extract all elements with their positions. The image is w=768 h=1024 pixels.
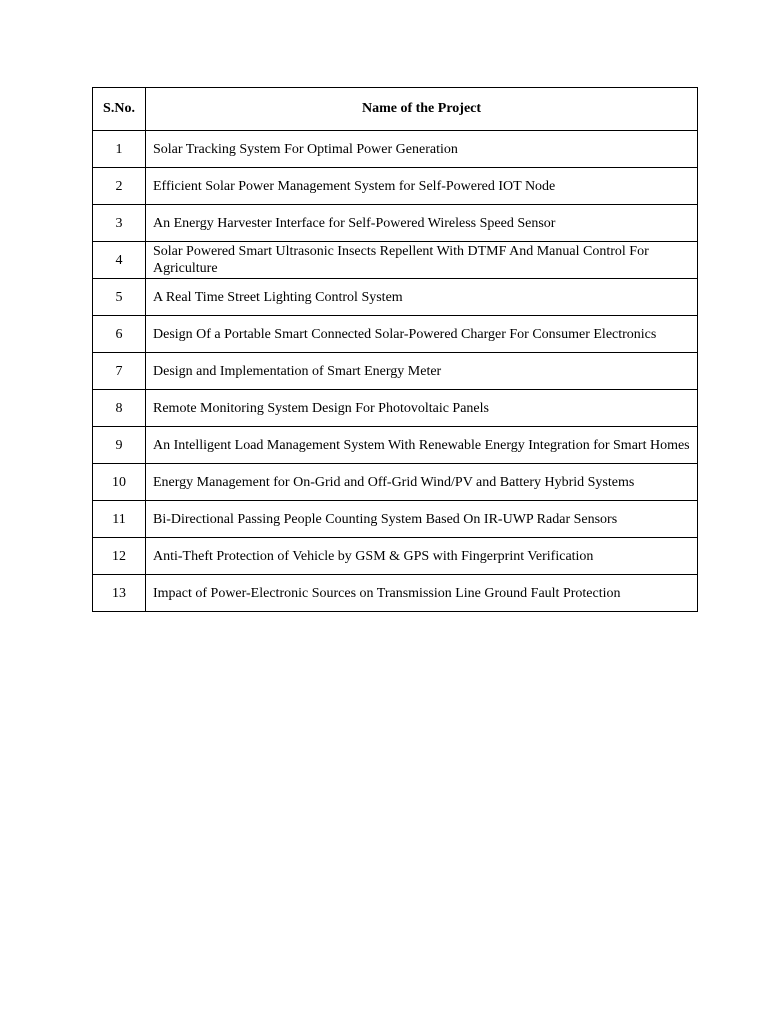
cell-project-name: An Intelligent Load Management System With Renewable Energy Integration for Smart Homes <box>146 427 698 464</box>
cell-sno: 7 <box>93 353 146 390</box>
cell-project-name: Anti-Theft Protection of Vehicle by GSM & GPS with Fingerprint Verification <box>146 538 698 575</box>
table-header-row <box>93 88 698 131</box>
table-row <box>93 501 698 538</box>
table-row <box>93 353 698 390</box>
cell-project-name: Solar Tracking System For Optimal Power Generation <box>146 131 698 168</box>
cell-sno: 10 <box>93 464 146 501</box>
table-row <box>93 390 698 427</box>
header-sno: S.No. <box>93 88 146 131</box>
table-row <box>93 427 698 464</box>
project-table <box>92 87 698 612</box>
table-row <box>93 279 698 316</box>
cell-sno: 4 <box>93 242 146 279</box>
cell-project-name: Solar Powered Smart Ultrasonic Insects Repellent With DTMF And Manual Control For Agriculture <box>146 242 698 279</box>
cell-project-name: Bi-Directional Passing People Counting System Based On IR-UWP Radar Sensors <box>146 501 698 538</box>
header-project-name: Name of the Project <box>146 88 698 131</box>
cell-project-name: Remote Monitoring System Design For Photovoltaic Panels <box>146 390 698 427</box>
table-body <box>93 131 698 612</box>
cell-project-name: Impact of Power-Electronic Sources on Transmission Line Ground Fault Protection <box>146 575 698 612</box>
cell-sno: 6 <box>93 316 146 353</box>
cell-sno: 8 <box>93 390 146 427</box>
cell-project-name: Energy Management for On-Grid and Off-Grid Wind/PV and Battery Hybrid Systems <box>146 464 698 501</box>
cell-sno: 1 <box>93 131 146 168</box>
table-row <box>93 205 698 242</box>
table-row <box>93 464 698 501</box>
cell-sno: 11 <box>93 501 146 538</box>
table-row <box>93 575 698 612</box>
cell-project-name: Design Of a Portable Smart Connected Solar-Powered Charger For Consumer Electronics <box>146 316 698 353</box>
cell-project-name: Efficient Solar Power Management System for Self-Powered IOT Node <box>146 168 698 205</box>
cell-sno: 9 <box>93 427 146 464</box>
cell-sno: 13 <box>93 575 146 612</box>
cell-project-name: Design and Implementation of Smart Energy Meter <box>146 353 698 390</box>
cell-sno: 3 <box>93 205 146 242</box>
table-row <box>93 316 698 353</box>
cell-sno: 12 <box>93 538 146 575</box>
cell-sno: 2 <box>93 168 146 205</box>
cell-project-name: A Real Time Street Lighting Control System <box>146 279 698 316</box>
table-row <box>93 242 698 279</box>
cell-sno: 5 <box>93 279 146 316</box>
table-row <box>93 168 698 205</box>
table-row <box>93 538 698 575</box>
cell-project-name: An Energy Harvester Interface for Self-Powered Wireless Speed Sensor <box>146 205 698 242</box>
table-row <box>93 131 698 168</box>
